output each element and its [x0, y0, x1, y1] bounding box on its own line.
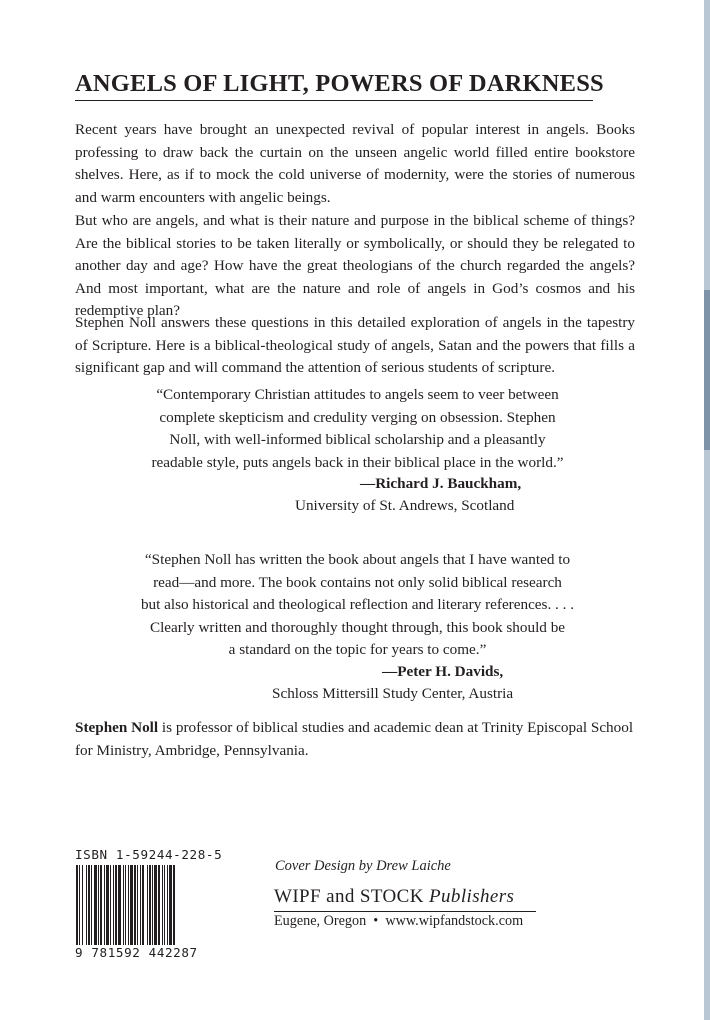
blurb-paragraph-2: But who are angels, and what is their nature and purpose in the biblical scheme of things? Are the biblical stories to be taken literally or symbolically, or should they be relegated to another day and age? How have the great theologians of the church regarded the angels? And most important, what are the nature and role of angels in God’s cosmos and his redemptive plan? — [75, 212, 635, 319]
publisher-rule — [274, 911, 536, 912]
quote-line: complete skepticism and credulity verging on obsession. Stephen — [159, 408, 556, 426]
endorser-affiliation-2: Schloss Mittersill Study Center, Austria — [272, 685, 514, 702]
author-name: Stephen Noll — [75, 719, 159, 736]
quote-line: Clearly written and thoroughly thought through, this book should be — [149, 618, 566, 636]
title-rule — [75, 100, 593, 101]
quote-line: “Contemporary Christian attitudes to angels seem to veer between — [156, 386, 559, 403]
quote-line: read—and more. The book contains not only solid biblical research — [153, 573, 562, 591]
author-bio — [75, 717, 635, 762]
endorsement-quote-2 — [95, 549, 620, 662]
endorsement-quote-1 — [95, 384, 620, 474]
publisher-location: Eugene, Oregon — [274, 913, 367, 929]
book-title: ANGELS OF LIGHT, POWERS OF DARKNESS — [75, 70, 604, 97]
blurb-paragraph-3: Stephen Noll answers these questions in this detailed exploration of angels in the tapestry of Scripture. Here is a biblical-theological study of angels, Satan and the powers that fills a significant gap and will command the attention of serious students of scripture. — [75, 314, 635, 376]
endorser-name-1: —Richard J. Bauckham, — [360, 475, 522, 492]
publisher-suffix: Publishers — [429, 886, 515, 907]
spine-edge — [704, 0, 710, 1020]
publisher-address — [274, 913, 523, 930]
quote-line: readable style, puts angels back in their biblical place in the world.” — [151, 453, 564, 471]
author-bio-text: is professor of biblical studies and academic dean at Trinity Episcopal School for Ministry, Ambridge, Pennsylvania. — [75, 719, 634, 759]
blurb-paragraph-1: Recent years have brought an unexpected revival of popular interest in angels. Books professing to draw back the curtain on the unseen angelic world filled entire bookstore shelves. Here, as if to mock the cold universe of modernity, were the stories of numerous and warm encounters with angelic beings. — [75, 121, 635, 206]
publisher-name-text: WIPF and STOCK — [274, 886, 424, 907]
quote-line: Noll, with well-informed biblical scholarship and a pleasantly — [169, 431, 546, 448]
publisher-website: www.wipfandstock.com — [385, 913, 524, 929]
address-separator: • — [373, 913, 379, 929]
barcode-number: 9 781592 442287 — [75, 945, 198, 960]
quote-line: “Stephen Noll has written the book about angels that I have wanted to — [144, 551, 571, 568]
cover-design-credit: Cover Design by Drew Laiche — [275, 858, 451, 874]
endorser-name-2: —Peter H. Davids, — [382, 663, 504, 680]
publisher-name — [274, 886, 514, 908]
quote-line: a standard on the topic for years to come.” — [228, 641, 487, 658]
quote-line: but also historical and theological reflection and literary references. . . . — [140, 596, 575, 613]
endorser-affiliation-1: University of St. Andrews, Scotland — [295, 497, 515, 514]
spine-edge-mark — [704, 290, 710, 450]
isbn-label: ISBN 1-59244-228-5 — [75, 847, 223, 862]
barcode — [76, 865, 211, 945]
